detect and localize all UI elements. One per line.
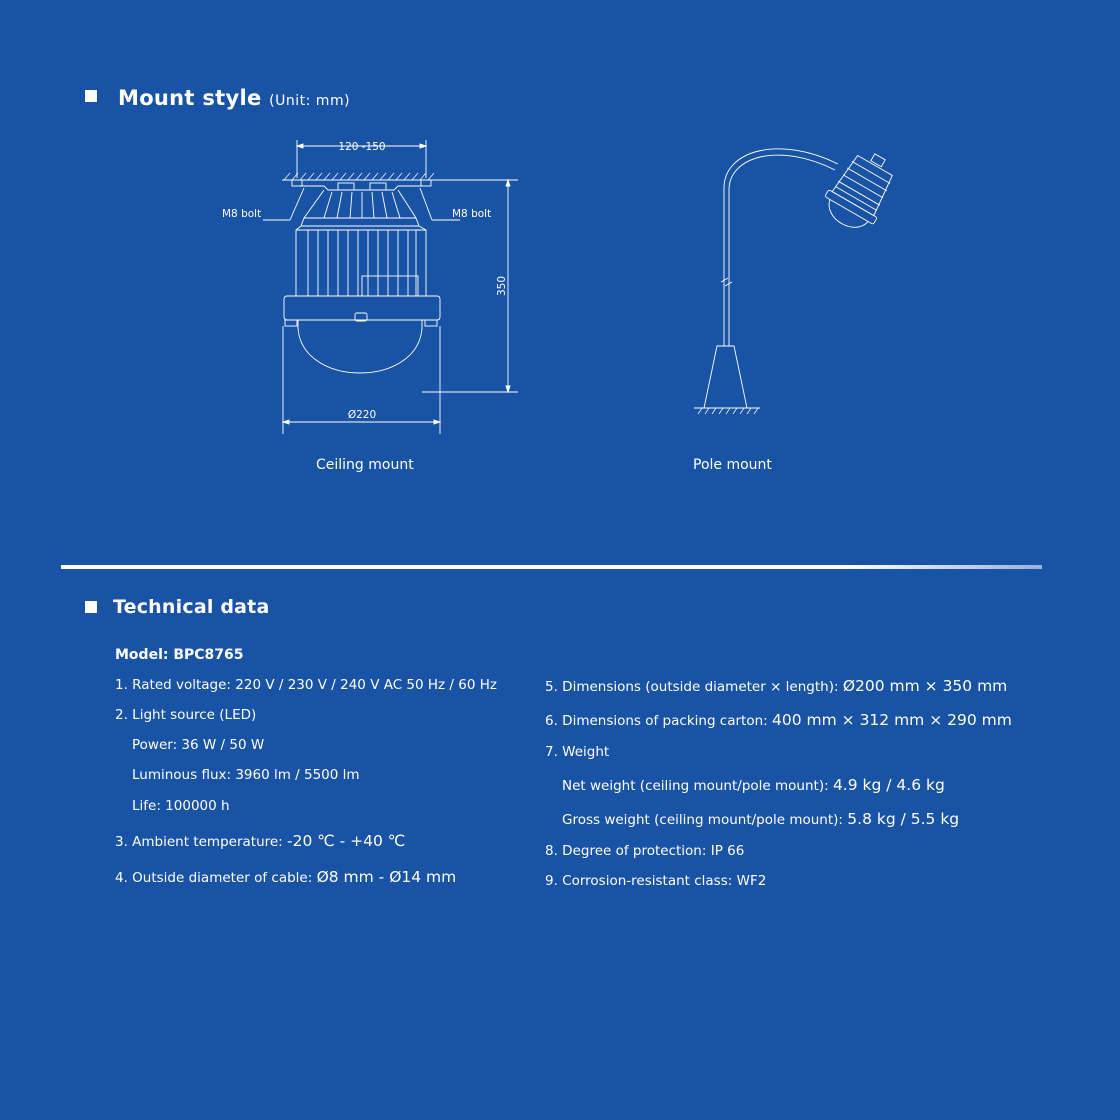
top-dimension-label: 120 -150: [338, 141, 386, 153]
spec-power: Power: 36 W / 50 W: [132, 737, 265, 753]
spec-life: Life: 100000 h: [132, 798, 230, 814]
spec-cable-diameter: 4. Outside diameter of cable: Ø8 mm - Ø14 mm: [115, 868, 457, 886]
spec-degree-of-protection: 8. Degree of protection: IP 66: [545, 843, 745, 859]
pole-mount-caption: Pole mount: [693, 457, 772, 473]
spec-luminous-flux: Luminous flux: 3960 lm / 5500 lm: [132, 767, 360, 783]
bolt-label-right: M8 bolt: [452, 208, 492, 220]
height-dimension-label: 350: [496, 275, 508, 297]
spec-gross-weight: Gross weight (ceiling mount/pole mount): 5.8 kg / 5.5 kg: [562, 810, 960, 828]
section-divider: [61, 565, 1042, 569]
spec-packing-carton: 6. Dimensions of packing carton: 400 mm × 312 mm × 290 mm: [545, 711, 1012, 729]
section-bullet-icon: [85, 90, 97, 102]
spec-rated-voltage: 1. Rated voltage: 220 V / 230 V / 240 V AC 50 Hz / 60 Hz: [115, 677, 497, 693]
spec-ambient-temperature: 3. Ambient temperature: -20 ℃ - +40 ℃: [115, 832, 406, 850]
technical-data-title: Technical data: [113, 596, 270, 618]
bolt-label-left: M8 bolt: [222, 208, 262, 220]
mount-style-unit: (Unit: mm): [269, 93, 351, 109]
diameter-dimension-label: Ø220: [347, 409, 377, 421]
spec-net-weight: Net weight (ceiling mount/pole mount): 4.9 kg / 4.6 kg: [562, 776, 945, 794]
ceiling-mount-caption: Ceiling mount: [316, 457, 414, 473]
model-label: Model: BPC8765: [115, 647, 244, 663]
pole-mount-drawing: [680, 130, 920, 430]
spec-corrosion-class: 9. Corrosion-resistant class: WF2: [545, 873, 767, 889]
spec-weight: 7. Weight: [545, 744, 610, 760]
mount-style-title: Mount style: [118, 86, 262, 110]
spec-dimensions: 5. Dimensions (outside diameter × length): Ø200 mm × 350 mm: [545, 677, 1008, 695]
section-bullet-icon: [85, 601, 97, 613]
mount-style-heading: [118, 86, 350, 110]
ceiling-mount-drawing: [200, 130, 540, 440]
spec-light-source: 2. Light source (LED): [115, 707, 257, 723]
